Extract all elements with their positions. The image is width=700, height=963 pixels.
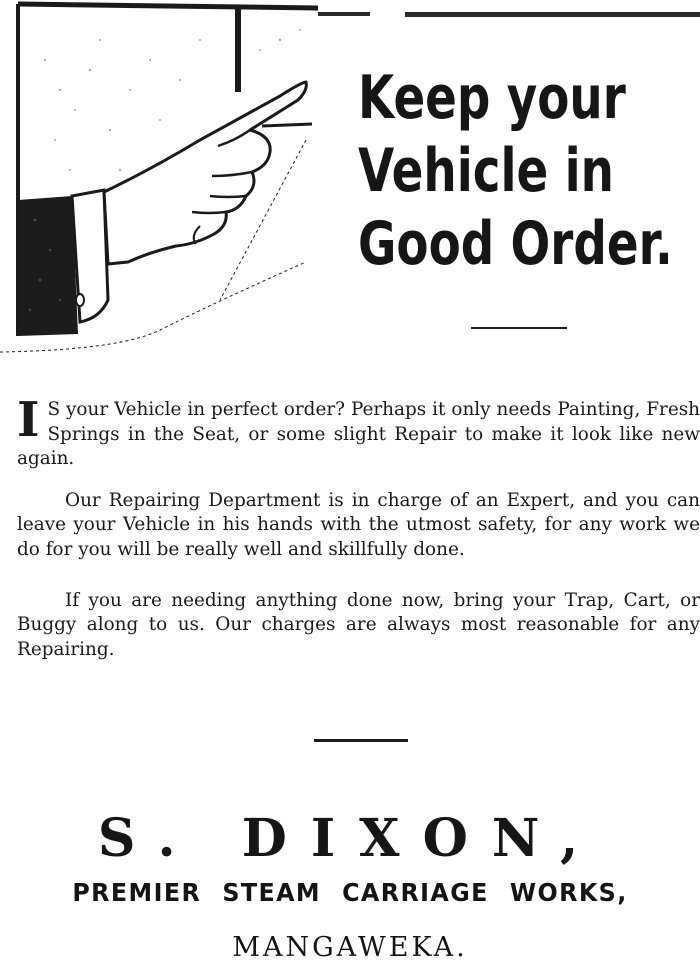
pointing-hand-illustration <box>0 0 320 356</box>
top-rule-long <box>405 12 700 17</box>
paragraph-2: Our Repairing Department is in charge of an Expert, and you can leave your Vehicle in his hands with the utmost safety, for any work we do for you will be really well and skillfully done. <box>17 489 700 560</box>
drop-cap: I <box>17 392 40 448</box>
firm-town: MANGAWEKA. <box>232 932 468 963</box>
firm-business-line: PREMIER STEAM CARRIAGE WORKS, <box>72 878 628 907</box>
body-copy <box>17 392 700 662</box>
paragraph-1-text: S your Vehicle in perfect order? Perhaps it only needs Painting, Fresh Springs in the Seat, or some slight Repair to make it look like new again. <box>17 399 700 470</box>
headline-line-3: Good Order. <box>358 209 673 279</box>
top-rule-short <box>318 12 370 16</box>
headline-divider <box>471 327 567 329</box>
paragraph-3: If you are needing anything done now, bring your Trap, Cart, or Buggy along to us. Our charges are always most reasonable for any Repairing. <box>17 589 700 660</box>
headline-line-2: Vehicle in <box>358 136 614 206</box>
headline-line-1: Keep your <box>358 63 626 133</box>
headline <box>358 62 673 281</box>
paragraph-1 <box>17 392 700 472</box>
firm-name: S. DIXON, <box>97 808 603 869</box>
body-divider <box>314 739 408 742</box>
